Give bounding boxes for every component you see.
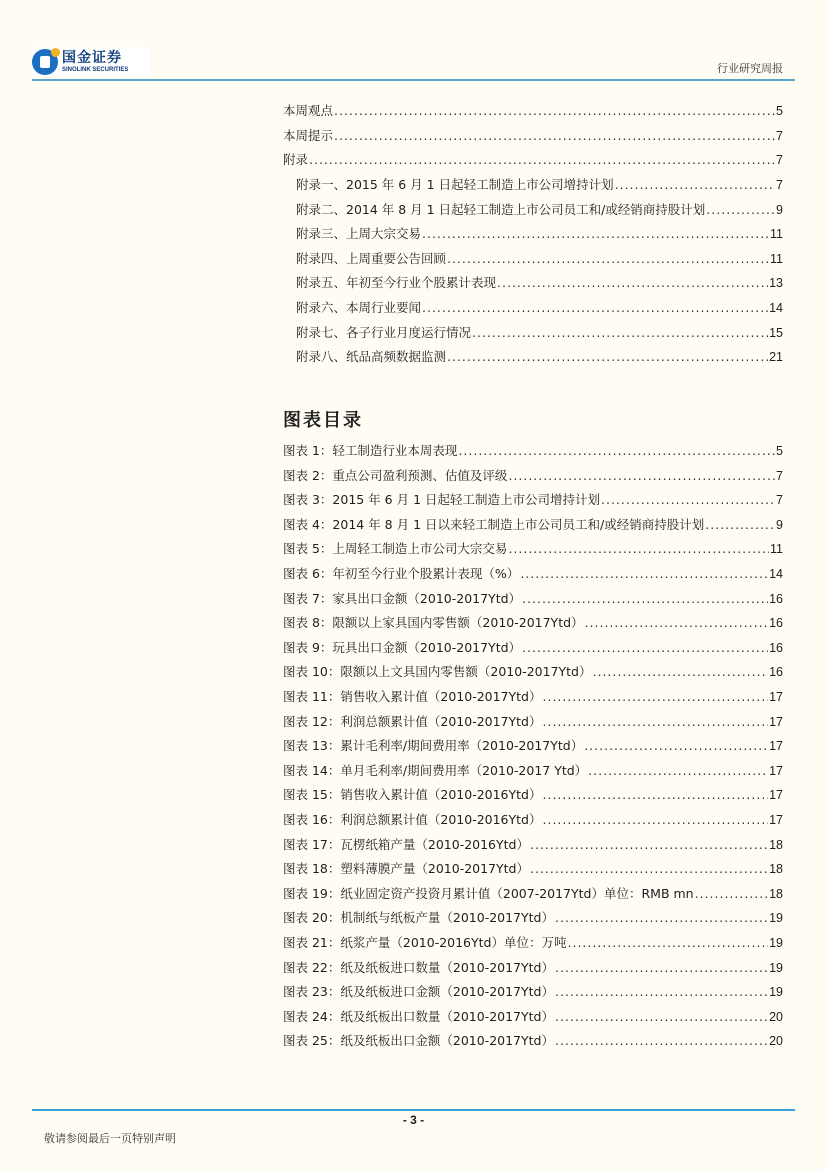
entry-page: 20 xyxy=(769,1034,783,1049)
figure-entry[interactable] xyxy=(283,687,783,705)
entry-label: 附录八、纸品高频数据监测 xyxy=(296,349,447,365)
entry-label: 图表 3：2015 年 6 月 1 日起轻工制造上市公司增持计划 xyxy=(283,492,601,508)
entry-page: 7 xyxy=(776,468,783,483)
dot-leader xyxy=(593,664,769,679)
entry-label: 附录一、2015 年 6 月 1 日起轻工制造上市公司增持计划 xyxy=(296,177,614,192)
dot-leader xyxy=(520,566,768,581)
entry-page: 13 xyxy=(769,276,783,291)
logo-icon xyxy=(32,49,58,75)
figure-entry[interactable] xyxy=(283,712,783,730)
dot-leader xyxy=(447,251,769,266)
dot-leader xyxy=(695,886,768,901)
toc-entry[interactable] xyxy=(296,175,783,193)
entry-label: 图表 9：玩具出口金额（2010-2017Ytd） xyxy=(283,639,522,655)
dot-leader xyxy=(530,837,768,852)
entry-page: 17 xyxy=(769,788,783,803)
entry-page: 14 xyxy=(769,301,783,315)
dot-leader xyxy=(309,152,775,167)
entry-label: 附录三、上周大宗交易 xyxy=(296,226,422,242)
entry-page: 19 xyxy=(769,960,783,975)
entry-label: 图表 5：上周轻工制造上市公司大宗交易 xyxy=(283,541,508,557)
entry-label: 图表 10：限额以上文具国内零售额（2010-2017Ytd） xyxy=(283,664,592,680)
figure-entry[interactable] xyxy=(283,515,783,533)
disclaimer: 敬请参阅最后一页特别声明 xyxy=(44,1132,176,1145)
dot-leader xyxy=(555,1033,768,1048)
entry-label: 图表 11：销售收入累计值（2010-2017Ytd） xyxy=(283,689,542,704)
toc-entry[interactable] xyxy=(296,249,783,267)
figure-entry[interactable] xyxy=(283,1007,783,1025)
entry-page: 16 xyxy=(769,616,783,631)
entry-page: 19 xyxy=(769,911,783,926)
entry-page: 19 xyxy=(769,985,783,1000)
dot-leader xyxy=(497,275,768,290)
entry-label: 图表 16：利润总额累计值（2010-2016Ytd） xyxy=(283,812,542,827)
dot-leader xyxy=(458,443,775,458)
entry-page: 17 xyxy=(769,739,783,754)
footer-divider xyxy=(32,1109,795,1111)
dot-leader xyxy=(543,812,769,827)
header-divider xyxy=(32,79,795,81)
entry-page: 9 xyxy=(776,517,783,532)
entry-page: 17 xyxy=(769,763,783,778)
entry-label: 附录七、各子行业月度运行情况 xyxy=(296,324,472,340)
entry-page: 11 xyxy=(770,542,783,557)
entry-label: 图表 2：重点公司盈利预测、估值及评级 xyxy=(283,467,508,483)
entry-label: 图表 23：纸及纸板进口金额（2010-2017Ytd） xyxy=(283,984,554,1000)
toc-entry[interactable] xyxy=(296,224,783,242)
entry-label: 附录 xyxy=(283,152,309,167)
entry-label: 图表 13：累计毛利率/期间费用率（2010-2017Ytd） xyxy=(283,738,584,754)
entry-label: 图表 20：机制纸与纸板产量（2010-2017Ytd） xyxy=(283,910,554,926)
dot-leader xyxy=(422,226,769,241)
entry-page: 17 xyxy=(769,714,783,729)
figure-entry[interactable] xyxy=(283,736,783,754)
dot-leader xyxy=(555,910,768,925)
figure-entry[interactable] xyxy=(283,441,783,459)
entry-page: 11 xyxy=(770,251,783,266)
figure-entry[interactable] xyxy=(283,564,783,582)
entry-label: 图表 15：销售收入累计值（2010-2016Ytd） xyxy=(283,787,542,803)
toc-entry[interactable] xyxy=(283,101,783,119)
entry-page: 7 xyxy=(776,178,783,192)
entry-page: 15 xyxy=(769,325,783,340)
entry-label: 图表 1：轻工制造行业本周表现 xyxy=(283,443,458,458)
toc-entry[interactable] xyxy=(283,126,783,144)
entry-page: 7 xyxy=(776,153,783,167)
dot-leader xyxy=(705,517,775,532)
figure-entry[interactable] xyxy=(283,466,783,484)
dot-leader xyxy=(555,960,768,975)
entry-label: 图表 25：纸及纸板出口金额（2010-2017Ytd） xyxy=(283,1033,554,1049)
dot-leader xyxy=(601,492,775,507)
toc-entry[interactable] xyxy=(283,150,783,168)
dot-leader xyxy=(588,763,768,778)
dot-leader xyxy=(508,541,769,556)
page-number: - 3 - xyxy=(402,1113,425,1127)
figure-entry[interactable] xyxy=(283,662,783,680)
figure-entry[interactable] xyxy=(283,835,783,853)
dot-leader xyxy=(472,325,768,340)
dot-leader xyxy=(530,861,768,876)
toc-entry[interactable] xyxy=(296,347,783,365)
entry-page: 7 xyxy=(776,493,783,508)
entry-label: 本周观点 xyxy=(283,103,334,118)
entry-label: 图表 24：纸及纸板出口数量（2010-2017Ytd） xyxy=(283,1008,554,1024)
dot-leader xyxy=(585,615,769,630)
figure-entry[interactable] xyxy=(283,933,783,951)
entry-page: 16 xyxy=(769,665,783,680)
figure-entry[interactable] xyxy=(283,810,783,828)
entry-page: 5 xyxy=(776,444,783,458)
dot-leader xyxy=(543,689,769,704)
entry-page: 17 xyxy=(769,813,783,827)
entry-page: 17 xyxy=(769,690,783,704)
entry-page: 18 xyxy=(769,837,783,852)
dot-leader xyxy=(422,300,768,315)
report-type: 行业研究周报 xyxy=(717,62,783,75)
toc-entry[interactable] xyxy=(296,298,783,316)
dot-leader xyxy=(615,177,775,192)
dot-leader xyxy=(706,202,775,217)
entry-label: 图表 7：家具出口金额（2010-2017Ytd） xyxy=(283,590,522,606)
dot-leader xyxy=(555,984,768,999)
entry-page: 16 xyxy=(769,591,783,606)
toc-entry[interactable] xyxy=(296,323,783,341)
dot-leader xyxy=(543,714,769,729)
entry-label: 附录二、2014 年 8 月 1 日起轻工制造上市公司员工和/或经销商持股计划 xyxy=(296,201,706,217)
dot-leader xyxy=(522,591,768,606)
toc-entry[interactable] xyxy=(296,273,783,291)
toc-entry[interactable] xyxy=(296,200,783,218)
entry-label: 图表 22：纸及纸板进口数量（2010-2017Ytd） xyxy=(283,959,554,975)
entry-page: 14 xyxy=(769,567,783,581)
dot-leader xyxy=(508,468,775,483)
dot-leader xyxy=(522,640,768,655)
entry-page: 5 xyxy=(776,104,783,118)
entry-label: 附录四、上周重要公告回顾 xyxy=(296,250,447,266)
figures-title: 图表目录 xyxy=(283,410,363,431)
entry-page: 19 xyxy=(769,936,783,950)
figure-entry[interactable] xyxy=(283,613,783,631)
figure-entry[interactable] xyxy=(283,982,783,1000)
entry-label: 图表 6：年初至今行业个股累计表现（%） xyxy=(283,566,520,581)
entry-label: 图表 14：单月毛利率/期间费用率（2010-2017 Ytd） xyxy=(283,762,588,778)
figure-entry[interactable] xyxy=(283,761,783,779)
figure-entry[interactable] xyxy=(283,859,783,877)
company-logo xyxy=(32,47,150,77)
figure-entry[interactable] xyxy=(283,1031,783,1049)
entry-label: 图表 8：限额以上家具国内零售额（2010-2017Ytd） xyxy=(283,615,584,631)
figure-entry[interactable] xyxy=(283,884,783,902)
figure-entry[interactable] xyxy=(283,785,783,803)
entry-label: 附录五、年初至今行业个股累计表现 xyxy=(296,275,497,291)
entry-page: 18 xyxy=(769,862,783,877)
entry-label: 图表 17：瓦楞纸箱产量（2010-2016Ytd） xyxy=(283,836,529,852)
entry-label: 图表 19：纸业固定资产投资月累计值（2007-2017Ytd）单位：RMB mn xyxy=(283,885,694,901)
figure-entry[interactable] xyxy=(283,908,783,926)
entry-page: 16 xyxy=(769,640,783,655)
entry-page: 21 xyxy=(769,350,783,365)
entry-label: 图表 12：利润总额累计值（2010-2017Ytd） xyxy=(283,713,542,729)
logo-cn: 国金证券 xyxy=(62,50,122,66)
entry-label: 图表 4：2014 年 8 月 1 日以来轻工制造上市公司员工和/或经销商持股计划 xyxy=(283,516,705,532)
figure-entry[interactable] xyxy=(283,638,783,656)
entry-page: 11 xyxy=(770,227,783,242)
dot-leader xyxy=(555,1009,768,1024)
dot-leader xyxy=(584,738,768,753)
entry-label: 图表 18：塑料薄膜产量（2010-2017Ytd） xyxy=(283,861,529,877)
dot-leader xyxy=(334,103,775,118)
figure-entry[interactable] xyxy=(283,539,783,557)
entry-page: 7 xyxy=(776,129,783,143)
figure-entry[interactable] xyxy=(283,589,783,607)
entry-label: 附录六、本周行业要闻 xyxy=(296,300,422,315)
logo-en: SINOLINK SECURITIES xyxy=(62,67,129,73)
entry-label: 本周提示 xyxy=(283,128,334,143)
figure-entry[interactable] xyxy=(283,490,783,508)
entry-page: 9 xyxy=(776,202,783,217)
dot-leader xyxy=(568,935,769,950)
entry-page: 20 xyxy=(769,1009,783,1024)
entry-label: 图表 21：纸浆产量（2010-2016Ytd）单位：万吨 xyxy=(283,935,567,950)
dot-leader xyxy=(334,128,775,143)
dot-leader xyxy=(447,349,768,364)
figure-entry[interactable] xyxy=(283,958,783,976)
entry-page: 18 xyxy=(769,886,783,901)
dot-leader xyxy=(543,787,769,802)
